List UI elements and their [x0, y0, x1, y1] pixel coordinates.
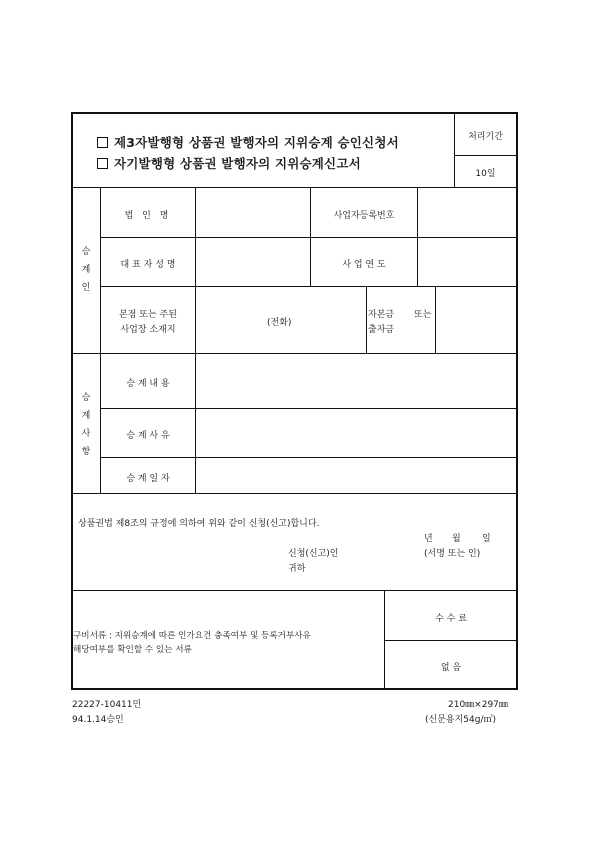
- frame-right: [516, 112, 518, 689]
- documents-line2: 해당여부를 확인할 수 있는 서류: [73, 645, 192, 655]
- addressee-label: 귀하: [288, 564, 306, 574]
- row-line-2: [100, 286, 517, 287]
- capital-label-line1: 자본금: [368, 310, 395, 320]
- processing-divider: [454, 155, 517, 156]
- date-month: 월: [452, 534, 461, 544]
- successor-label-char: 계: [81, 265, 91, 275]
- frame-left: [71, 112, 73, 689]
- biz-reg-label: 사업자등록번호: [333, 211, 395, 221]
- matters-label-char: 사: [81, 429, 91, 439]
- content-label: 승 계 내 용: [126, 379, 170, 389]
- header-bottom: [72, 187, 517, 188]
- successor-label-char: 승: [81, 247, 91, 257]
- capital-left-line: [366, 286, 367, 353]
- title-line-1: [97, 133, 399, 151]
- fee-divider: [384, 640, 517, 641]
- phone-label: (전화): [267, 318, 292, 328]
- title-line-2-text: 자기발행형 상품권 발행자의 지위승계신고서: [114, 156, 361, 171]
- rep-name-label: 대 표 자 성 명: [120, 260, 176, 270]
- documents-line1: 구비서류 : 지위승계에 따른 인가요건 충족여부 및 등록거부사유: [73, 631, 311, 641]
- date-label: 승 계 일 자: [126, 474, 170, 484]
- matters-section-label: [79, 389, 93, 461]
- fee-value: 없 음: [440, 663, 462, 673]
- applicant-label: 신청(신고)인: [288, 549, 339, 559]
- paper-size: 210㎜×297㎜: [448, 700, 508, 710]
- row-line-4: [100, 408, 517, 409]
- corp-name-label: 법 인 명: [124, 211, 172, 221]
- row-line-6: [72, 493, 517, 494]
- frame-top: [71, 112, 518, 114]
- label-column-line: [195, 187, 196, 493]
- matters-label-char: 승: [81, 393, 91, 403]
- title-line-2: [97, 154, 361, 172]
- address-label-line2: 사업장 소재지: [120, 325, 176, 335]
- date-year: 년: [424, 534, 433, 544]
- frame-bottom: [71, 688, 518, 690]
- row-line-7: [72, 590, 517, 591]
- address-label-line1: 본점 또는 주된: [119, 310, 177, 320]
- matters-label-char: 계: [81, 411, 91, 421]
- processing-label: 처리기간: [468, 132, 503, 142]
- reason-label: 승 계 사 유: [126, 431, 170, 441]
- date-day: 일: [482, 534, 491, 544]
- capital-right-line: [435, 286, 436, 353]
- fee-label: 수 수 료: [435, 614, 467, 624]
- processing-value: 10일: [475, 169, 496, 179]
- capital-label-or: 또는: [414, 310, 432, 320]
- capital-label-line2: 출자금: [368, 325, 395, 335]
- title-line-1-text: 제3자발행형 상품권 발행자의 지위승계 승인신청서: [114, 135, 399, 150]
- checkbox-approval[interactable]: [97, 137, 108, 148]
- row-line-3: [72, 353, 517, 354]
- declaration-statement: 상품권법 제8조의 규정에 의하여 위와 같이 신청(신고)합니다.: [78, 519, 320, 529]
- paper-type: (신문용지54g/㎡): [425, 715, 496, 725]
- form-number: 22227-10411민: [72, 700, 142, 710]
- sign-label: (서명 또는 인): [424, 549, 481, 559]
- section-column-line: [100, 187, 101, 493]
- mid-column-line: [310, 187, 311, 286]
- successor-section-label: [79, 243, 93, 297]
- biz-year-label: 사 업 연 도: [342, 260, 386, 270]
- successor-label-char: 인: [81, 283, 91, 293]
- row-line-1: [100, 237, 517, 238]
- row-line-5: [100, 457, 517, 458]
- approval-date: 94.1.14승인: [72, 715, 124, 725]
- matters-label-char: 항: [81, 447, 91, 457]
- value-column-line: [417, 187, 418, 286]
- checkbox-report[interactable]: [97, 158, 108, 169]
- fee-column-line: [384, 590, 385, 688]
